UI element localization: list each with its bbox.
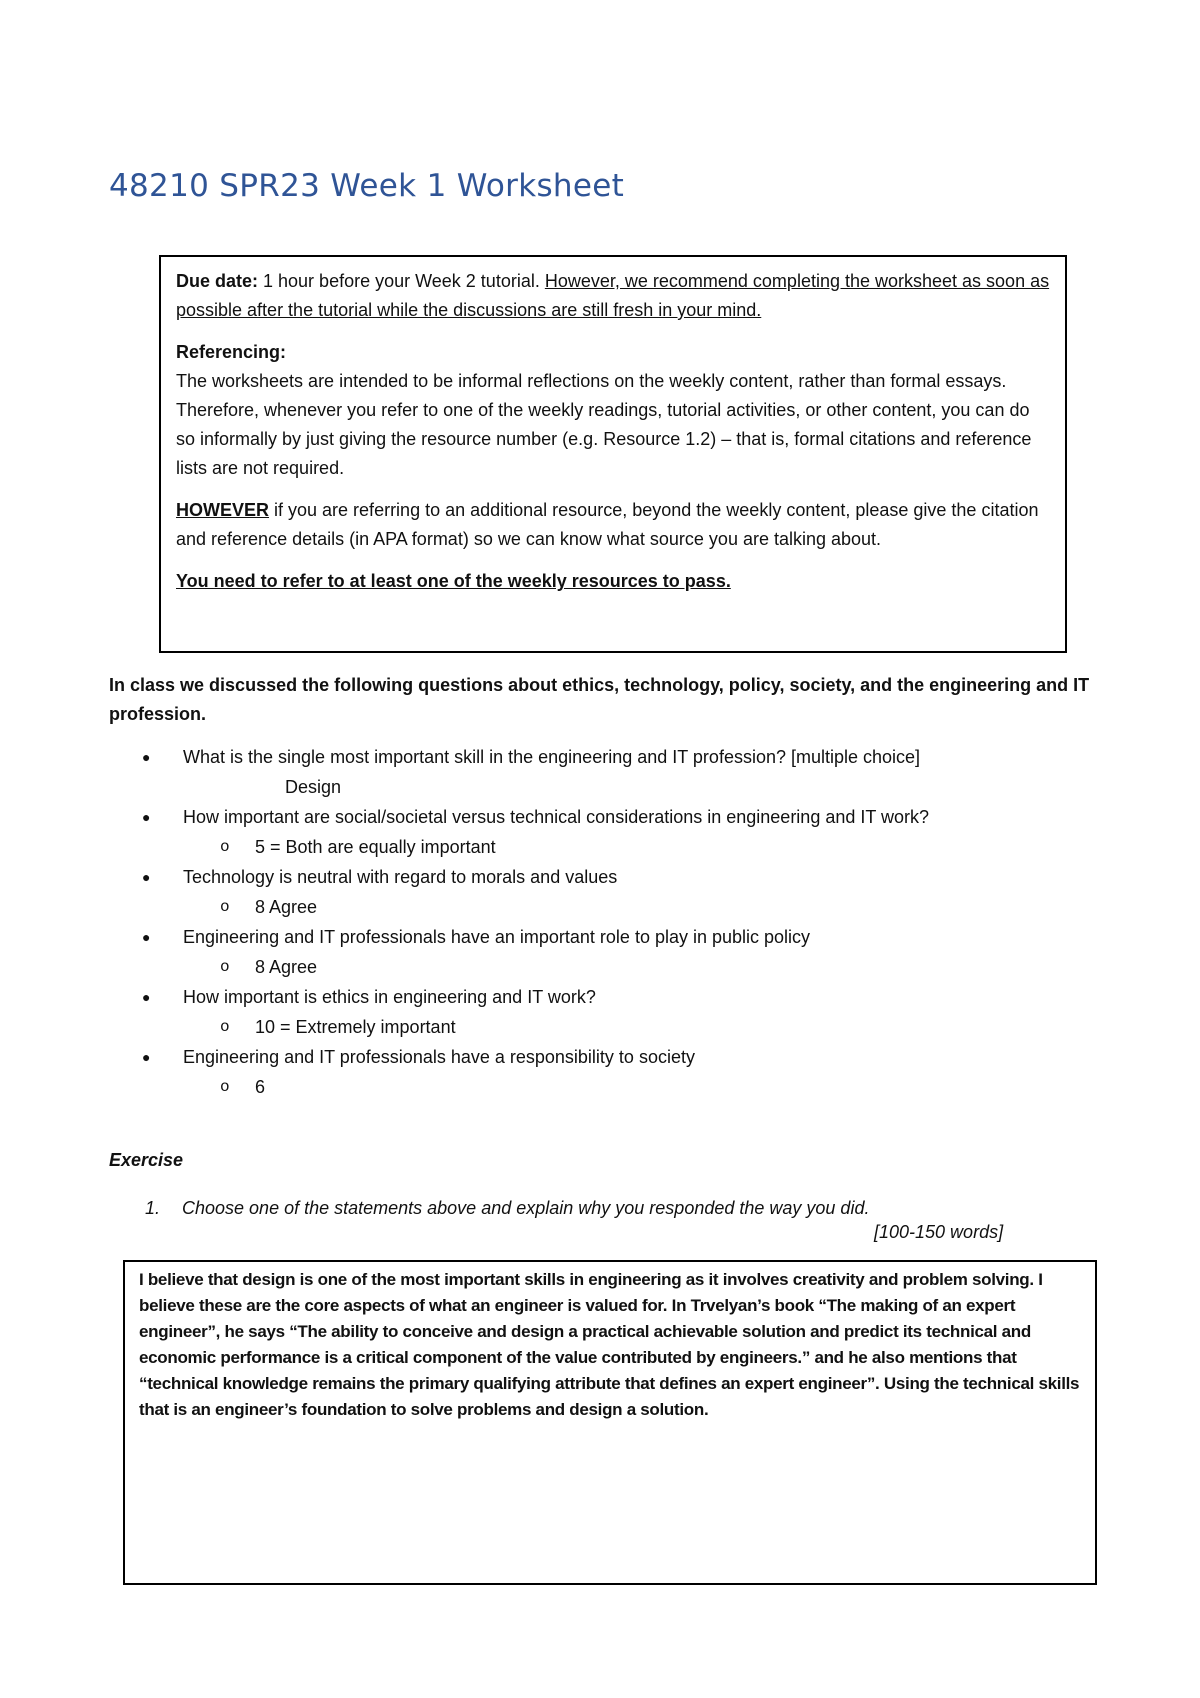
bullet-icon: ● [142,989,151,1005]
response-text: I believe that design is one of the most important skills in engineering as it involves creativity and problem solving. I believe these are the core aspects of what an engineer is valued for. In Trvelyan’s book “The making of an expert engineer”, he says “The ability to conceive and design a practical achievable solution and predict its technical and economic performance is a critical component of the value contributed by engineers.” and he also mentions that “technical knowledge remains the primary qualifying attribute that defines an expert engineer”. Using the technical skills that is an engineer’s foundation to solve problems and design a solution. [139,1270,1080,1419]
answer-item [109,892,1109,922]
however-label: HOWEVER [176,500,270,520]
answer-text: 10 = Extremely important [255,1017,456,1037]
answer-item [109,1072,1109,1102]
question-text: How important is ethics in engineering and IT work? [183,987,596,1007]
bullet-icon: ● [142,1049,151,1065]
questions-intro: In class we discussed the following questions about ethics, technology, policy, society, and the engineering and IT profession. [109,675,1090,724]
instructions-box [159,255,1067,653]
bullet-icon: ● [142,869,151,885]
pass-requirement-paragraph [176,567,1051,596]
list-item [109,1042,1109,1072]
list-item [109,922,1109,952]
circle-bullet-icon: o [220,838,230,856]
list-item [109,742,1109,772]
list-item [109,862,1109,892]
due-date-label: Due date: [176,271,259,291]
answer-item [109,772,1109,802]
questions-list [109,742,1109,1102]
referencing-label: Referencing: [176,342,287,362]
answer-text: 6 [255,1077,266,1097]
answer-text: 5 = Both are equally important [255,837,496,857]
question-text: Engineering and IT professionals have a responsibility to society [183,1047,695,1067]
due-date-paragraph [176,267,1051,325]
question-text: What is the single most important skill in the engineering and IT profession? [multiple choice] [183,747,921,767]
answer-item [109,952,1109,982]
answer-text: 8 Agree [255,957,318,977]
circle-bullet-icon: o [220,958,230,976]
however-paragraph [176,496,1051,554]
bullet-icon: ● [142,749,151,765]
due-date-recommendation: However, we recommend completing the worksheet as soon as possible after the tutorial while the discussions are still fresh in your mind. [176,271,1050,320]
page-title: 48210 SPR23 Week 1 Worksheet [109,168,625,204]
answer-text: 8 Agree [255,897,318,917]
answer-item [109,832,1109,862]
due-date-text: 1 hour before your Week 2 tutorial. [258,271,545,291]
word-count-hint: [100-150 words] [874,1222,1004,1242]
answer-text: Design [285,777,342,797]
circle-bullet-icon: o [220,1018,230,1036]
referencing-paragraph [176,338,1051,483]
question-text: Technology is neutral with regard to morals and values [183,867,618,887]
exercise-question [145,1194,869,1223]
response-box[interactable] [123,1260,1097,1585]
bullet-icon: ● [142,929,151,945]
circle-bullet-icon: o [220,898,230,916]
referencing-text: The worksheets are intended to be informal reflections on the weekly content, rather than formal essays. Therefore, whenever you refer to one of the weekly readings, tutorial activities, or other content, you can do so informally by just giving the resource number (e.g. Resource 1.2) – that is, formal citations and reference lists are not required. [176,371,1032,478]
answer-item [109,1012,1109,1042]
question-text: How important are social/societal versus technical considerations in engineering and IT work? [183,807,930,827]
bullet-icon: ● [142,809,151,825]
question-text: Engineering and IT professionals have an important role to play in public policy [183,927,811,947]
circle-bullet-icon: o [220,1078,230,1096]
exercise-number: 1. [145,1198,161,1218]
list-item [109,802,1109,832]
however-text: if you are referring to an additional resource, beyond the weekly content, please give the citation and reference details (in APA format) so we can know what source you are talking about. [176,500,1039,549]
exercise-heading: Exercise [109,1150,184,1170]
list-item [109,982,1109,1012]
exercise-question-text: Choose one of the statements above and explain why you responded the way you did. [182,1198,870,1218]
pass-requirement: You need to refer to at least one of the weekly resources to pass. [176,571,731,591]
